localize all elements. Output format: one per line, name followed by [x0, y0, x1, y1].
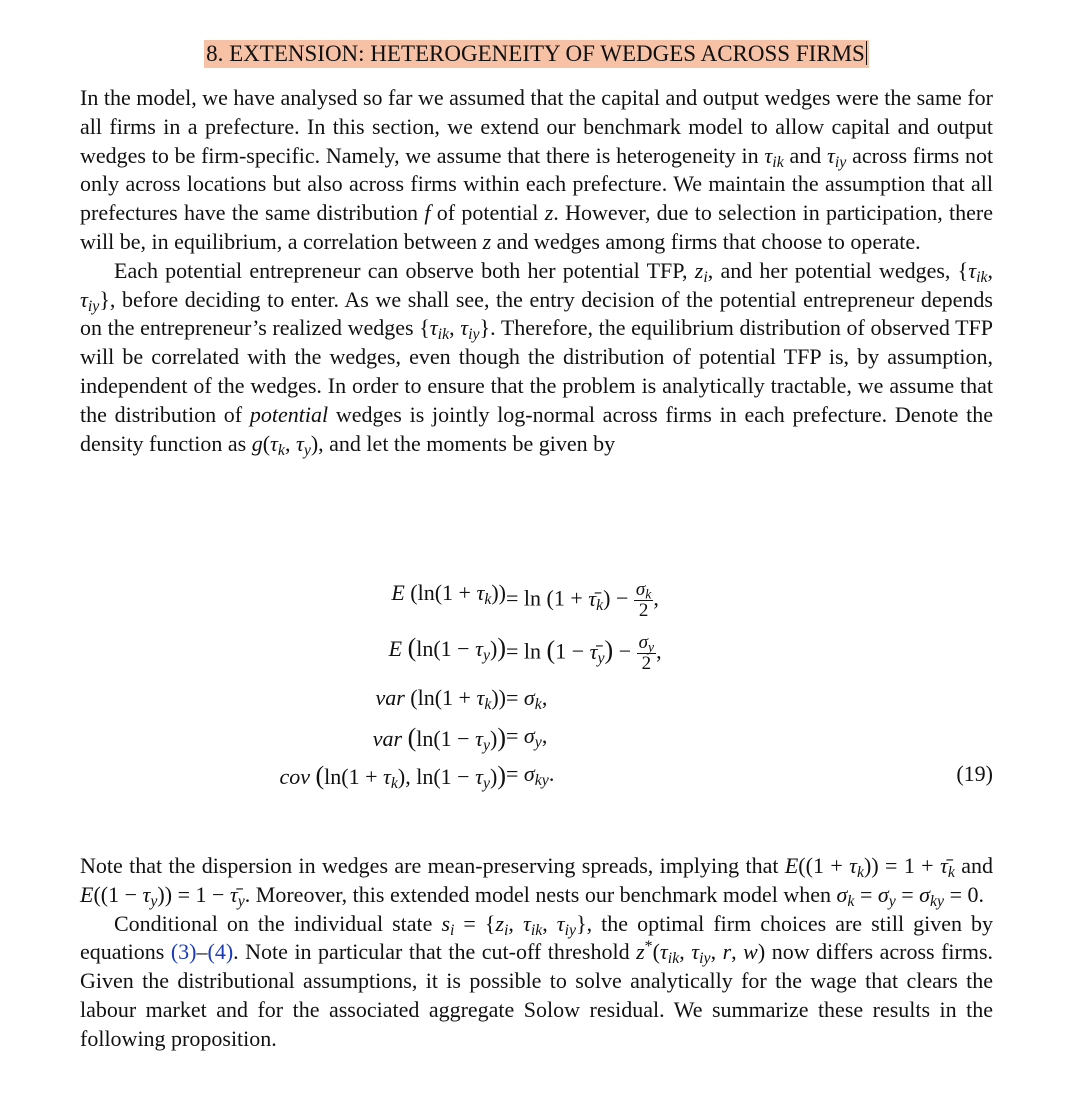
text-cursor: [866, 41, 867, 65]
paragraph-1: In the model, we have analysed so far we assumed that the capital and output wedges were the same for all firms in a prefecture. In this section, we extend our benchmark model to allow capital and output wedges to be firm-specific. Namely, we assume that there is heterogeneity in $\tau_{ik}$ and $\tau_{iy}$ across firms not only across locations but also across firms within each prefecture. We maintain the assumption that all prefectures have the same distribution f of potential z. However, due to selection in participation, there will be, in equilibrium, a correlation between z and wedges among firms that choose to operate.: [80, 85, 994, 254]
equation-block-19: [80, 565, 993, 815]
equation-var-tau-y: var $(\ln(1 - \tau_y))$ = $\sigma_y$,: [372, 723, 548, 754]
paragraph-4: Conditional on the individual state $s_i = \{z_i$, $\tau_{ik}$, $\tau_{iy}$}, the optimal firm choices are still given by equations (3)–(4). Note in particular that the cut-off threshold $z^*(\tau_{ik}$, $\tau_{iy}$, r, w) now differs across firms. Given the distributional assumptions, it is possible to solve analytically for the wage that clears the labour market and for the associated aggregate Solow residual. We summarize these results in the following proposition.: [80, 910, 994, 1051]
equation-var-tau-k: var $(\ln(1 + \tau_k))$ = $\sigma_k$,: [375, 685, 548, 713]
equation-mean-tau-y: E $(\ln(1 - \tau_y))$ = $\ln (1 - \taū_y)$ − $\frac{\sigma_y}{2}$ ,: [388, 632, 662, 674]
paragraph-2: Each potential entrepreneur can observe both her potential TFP, $z_i$, and her potential wedges, {$\tau_{ik}$, $\tau_{iy}$}, before deciding to enter. As we shall see, the entry decision of the potential entrepreneur depends on the entrepreneur’s realized wedges {$\tau_{ik}$, $\tau_{iy}$}. Therefore, the equilibrium distribution of observed TFP will be correlated with the wedges, even though the distribution of potential TFP is, by assumption, independent of the wedges. In order to ensure that the problem is analytically tractable, we assume that the distribution of potential wedges is jointly log-normal across firms in each prefecture. Denote the density function as $g(\tau_k$, $\tau_y$), and let the moments be given by: [80, 257, 994, 459]
equation-ref-4[interactable]: (4): [207, 939, 234, 965]
section-heading-wrap: [80, 40, 993, 70]
equation-number: (19): [956, 761, 993, 786]
paragraph-3: Note that the dispersion in wedges are mean-preserving spreads, implying that $E((1 + \tau_k)) = 1$ + $\taū_k$ and $E((1 - \tau_y)) = 1$ − $\taū_y$. Moreover, this extended model nests our benchmark model when $\sigma_k = \sigma_y = \sigma_{ky} = 0$.: [80, 853, 994, 910]
equation-cov: cov ($\ln(1 + \tau_k)$, $\ln(1 - \tau_y)$) = $\sigma_{ky}$. (19): [279, 761, 993, 792]
equation-ref-3[interactable]: (3): [170, 939, 197, 965]
section-heading: 8. EXTENSION: HETEROGENEITY OF WEDGES ACROSS FIRMS: [204, 40, 869, 68]
equation-mean-tau-k: E $(\ln(1 + \tau_k))$ = $\ln (1 + \taū_k)$ − $\frac{\sigma_k}{2}$ ,: [391, 579, 659, 621]
